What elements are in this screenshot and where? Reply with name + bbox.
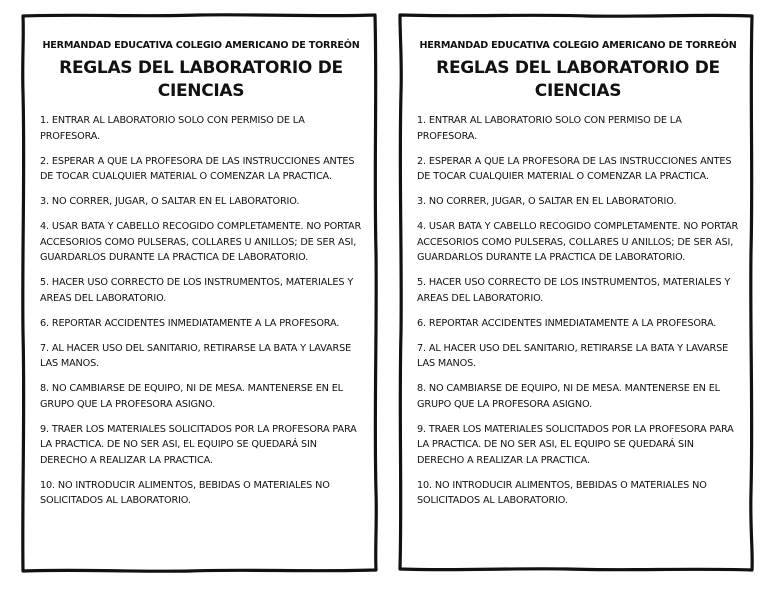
rules-list <box>417 113 739 509</box>
rule-item: 4. USAR BATA Y CABELLO RECOGIDO COMPLETAMENTE. NO PORTAR ACCESORIOS COMO PULSERAS, COLLARES U ANILLOS; DE SER ASI, GUARDARLOS DURANTE LA PRACTICA DE LABORATORIO. <box>417 221 739 263</box>
rule-item: 5. HACER USO CORRECTO DE LOS INSTRUMENTOS, MATERIALES Y AREAS DEL LABORATORIO. <box>417 277 731 304</box>
sheet-content <box>417 40 739 518</box>
rule-item: 7. AL HACER USO DEL SANITARIO, RETIRARSE LA BATA Y LAVARSE LAS MANOS. <box>417 342 729 369</box>
rule-item: 5. HACER USO CORRECTO DE LOS INSTRUMENTOS, MATERIALES Y AREAS DEL LABORATORIO. <box>40 277 354 304</box>
rule-item: 10. NO INTRODUCIR ALIMENTOS, BEBIDAS O MATERIALES NO SOLICITADOS AL LABORATORIO. <box>40 479 330 506</box>
school-name: HERMANDAD EDUCATIVA COLEGIO AMERICANO DE TORREÓN <box>419 40 737 51</box>
sheet-content <box>40 40 362 518</box>
rule-item: 2. ESPERAR A QUE LA PROFESORA DE LAS INSTRUCCIONES ANTES DE TOCAR CUALQUIER MATERIAL O COMENZAR LA PRACTICA. <box>417 155 732 182</box>
sheet-title: REGLAS DEL LABORATORIO DE CIENCIAS <box>436 58 720 101</box>
rule-item: 9. TRAER LOS MATERIALES SOLICITADOS POR LA PROFESORA PARA LA PRACTICA. DE NO SER ASI, EL EQUIPO SE QUEDARÁ SIN DERECHO A REALIZAR LA PRACTICA. <box>40 423 357 466</box>
sheet-title: REGLAS DEL LABORATORIO DE CIENCIAS <box>59 58 343 101</box>
rule-item: 7. AL HACER USO DEL SANITARIO, RETIRARSE LA BATA Y LAVARSE LAS MANOS. <box>40 342 352 369</box>
rule-item: 4. USAR BATA Y CABELLO RECOGIDO COMPLETAMENTE. NO PORTAR ACCESORIOS COMO PULSERAS, COLLARES U ANILLOS; DE SER ASI, GUARDARLOS DURANTE LA PRACTICA DE LABORATORIO. <box>40 221 362 263</box>
rule-item: 8. NO CAMBIARSE DE EQUIPO, NI DE MESA. MANTENERSE EN EL GRUPO QUE LA PROFESORA ASIGNO. <box>40 383 343 410</box>
rule-item: 1. ENTRAR AL LABORATORIO SOLO CON PERMISO DE LA PROFESORA. <box>417 115 682 142</box>
rule-item: 1. ENTRAR AL LABORATORIO SOLO CON PERMISO DE LA PROFESORA. <box>40 115 305 142</box>
rules-sheet-right <box>397 12 755 573</box>
rule-item: 6. REPORTAR ACCIDENTES INMEDIATAMENTE A LA PROFESORA. <box>417 317 717 329</box>
rules-list <box>40 113 362 509</box>
rule-item: 3. NO CORRER, JUGAR, O SALTAR EN EL LABORATORIO. <box>40 196 300 207</box>
school-name: HERMANDAD EDUCATIVA COLEGIO AMERICANO DE TORREÓN <box>42 40 360 51</box>
rules-sheet-left <box>20 12 378 573</box>
rule-item: 8. NO CAMBIARSE DE EQUIPO, NI DE MESA. MANTENERSE EN EL GRUPO QUE LA PROFESORA ASIGNO. <box>417 383 720 410</box>
rule-item: 9. TRAER LOS MATERIALES SOLICITADOS POR LA PROFESORA PARA LA PRACTICA. DE NO SER ASI, EL EQUIPO SE QUEDARÁ SIN DERECHO A REALIZAR LA PRACTICA. <box>417 423 734 466</box>
rule-item: 3. NO CORRER, JUGAR, O SALTAR EN EL LABORATORIO. <box>417 196 677 207</box>
rule-item: 2. ESPERAR A QUE LA PROFESORA DE LAS INSTRUCCIONES ANTES DE TOCAR CUALQUIER MATERIAL O COMENZAR LA PRACTICA. <box>40 155 355 182</box>
rule-item: 10. NO INTRODUCIR ALIMENTOS, BEBIDAS O MATERIALES NO SOLICITADOS AL LABORATORIO. <box>417 479 707 506</box>
rule-item: 6. REPORTAR ACCIDENTES INMEDIATAMENTE A LA PROFESORA. <box>40 317 340 329</box>
